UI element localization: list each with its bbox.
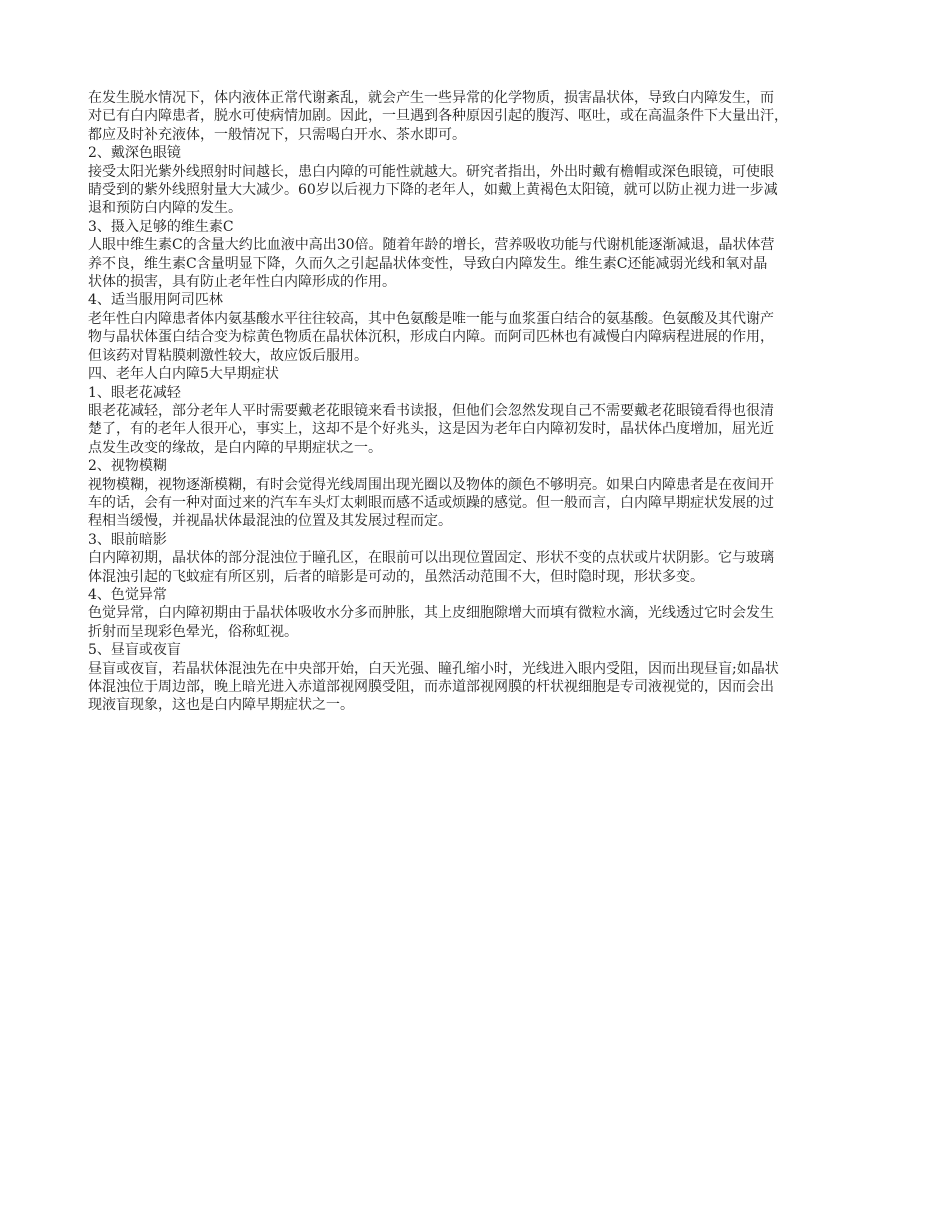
paragraph-line: 程相当缓慢，并视晶状体最混浊的位置及其发展过程而定。 — [88, 513, 452, 530]
paragraph-line: 眼老花减轻，部分老年人平时需要戴老花眼镜来看书读报，但他们会忽然发现自己不需要戴老花眼镜看得也很清 — [88, 402, 774, 419]
paragraph-line: 退和预防白内障的发生。 — [88, 200, 242, 217]
paragraph — [88, 402, 862, 457]
section-heading — [88, 144, 862, 162]
paragraph-line: 折射而呈现彩色晕光，俗称虹视。 — [88, 623, 298, 640]
paragraph-line: 但该药对胃粘膜刺激性较大，故应饭后服用。 — [88, 347, 368, 364]
paragraph-line: 状体的损害，具有防止老年性白内障形成的作用。 — [88, 274, 396, 291]
heading-text: 4、适当服用阿司匹林 — [88, 292, 223, 309]
paragraph — [88, 89, 862, 144]
section-heading — [88, 586, 862, 604]
document-body — [88, 89, 862, 715]
heading-text: 四、老年人白内障5大早期症状 — [88, 366, 279, 383]
paragraph-line: 老年性白内障患者体内氨基酸水平往往较高，其中色氨酸是唯一能与血浆蛋白结合的氨基酸。色氨酸及其代谢产 — [88, 310, 774, 327]
section-heading — [88, 641, 862, 659]
section-heading — [88, 291, 862, 309]
heading-text: 4、色觉异常 — [88, 586, 167, 603]
section-heading — [88, 531, 862, 549]
section-heading — [88, 457, 862, 475]
paragraph-line: 体混浊位于周边部，晚上暗光进入赤道部视网膜受阻，而赤道部视网膜的杆状视细胞是专司液视觉的，因而会出 — [88, 679, 774, 695]
paragraph-line: 物与晶状体蛋白结合变为棕黄色物质在晶状体沉积，形成白内障。而阿司匹林也有减慢白内障病程进展的作用， — [88, 329, 774, 346]
paragraph — [88, 236, 862, 291]
paragraph — [88, 604, 862, 641]
paragraph-line: 色觉异常，白内障初期由于晶状体吸收水分多而肿胀，其上皮细胞隙增大而填有微粒水滴，光线透过它时会发生 — [88, 605, 774, 622]
paragraph-line: 养不良，维生素C含量明显下降，久而久之引起晶状体变性，导致白内障发生。维生素C还能减弱光线和氧对晶 — [88, 255, 768, 272]
paragraph-line: 对已有白内障患者，脱水可使病情加剧。因此，一旦遇到各种原因引起的腹泻、呕吐，或在高温条件下大量出汗， — [88, 108, 788, 125]
paragraph-line: 接受太阳光紫外线照射时间越长，患白内障的可能性就越大。研究者指出，外出时戴有檐帽或深色眼镜，可使眼 — [88, 163, 774, 180]
paragraph-line: 点发生改变的缘故，是白内障的早期症状之一。 — [88, 439, 382, 456]
heading-text: 2、戴深色眼镜 — [88, 145, 181, 162]
heading-text: 5、昼盲或夜盲 — [88, 642, 181, 659]
paragraph-line: 楚了，有的老年人很开心，事实上，这却不是个好兆头，这是因为老年白内障初发时，晶状体凸度增加，屈光近 — [88, 421, 774, 438]
paragraph — [88, 476, 862, 531]
section-heading — [88, 218, 862, 236]
paragraph-line: 白内障初期，晶状体的部分混浊位于瞳孔区，在眼前可以出现位置固定、形状不变的点状或片状阴影。它与玻璃 — [88, 550, 774, 567]
heading-text: 3、摄入足够的维生素C — [88, 218, 234, 235]
paragraph-line: 在发生脱水情况下，体内液体正常代谢紊乱，就会产生一些异常的化学物质，损害晶状体，导致白内障发生，而 — [88, 90, 774, 106]
section-heading — [88, 384, 862, 402]
paragraph — [88, 660, 862, 715]
heading-text: 2、视物模糊 — [88, 458, 167, 475]
paragraph-line: 睛受到的紫外线照射量大大减少。60岁以后视力下降的老年人，如戴上黄褐色太阳镜，就可以防止视力进一步减 — [88, 182, 778, 199]
heading-text: 1、眼老花减轻 — [88, 384, 181, 401]
heading-text: 3、眼前暗影 — [88, 531, 167, 548]
paragraph-line: 现液盲现象，这也是白内障早期症状之一。 — [88, 697, 354, 714]
paragraph — [88, 310, 862, 365]
paragraph — [88, 163, 862, 218]
paragraph-line: 人眼中维生素C的含量大约比血液中高出30倍。随着年龄的增长，营养吸收功能与代谢机能逐渐减退，晶状体营 — [88, 237, 775, 254]
paragraph-line: 都应及时补充液体，一般情况下，只需喝白开水、茶水即可。 — [88, 126, 466, 143]
paragraph-line: 视物模糊，视物逐渐模糊，有时会觉得光线周围出现光圈以及物体的颜色不够明亮。如果白内障患者是在夜间开 — [88, 476, 774, 493]
paragraph-line: 昼盲或夜盲，若晶状体混浊先在中央部开始，白天光强、瞳孔缩小时，光线进入眼内受阻，因而出现昼盲;如晶状 — [88, 660, 779, 677]
paragraph-line: 体混浊引起的飞蚊症有所区别，后者的暗影是可动的，虽然活动范围不大，但时隐时现，形状多变。 — [88, 568, 704, 585]
section-heading — [88, 365, 862, 383]
paragraph-line: 车的话，会有一种对面过来的汽车车头灯太刺眼而感不适或烦躁的感觉。但一般而言，白内障早期症状发展的过 — [88, 494, 774, 511]
paragraph — [88, 549, 862, 586]
